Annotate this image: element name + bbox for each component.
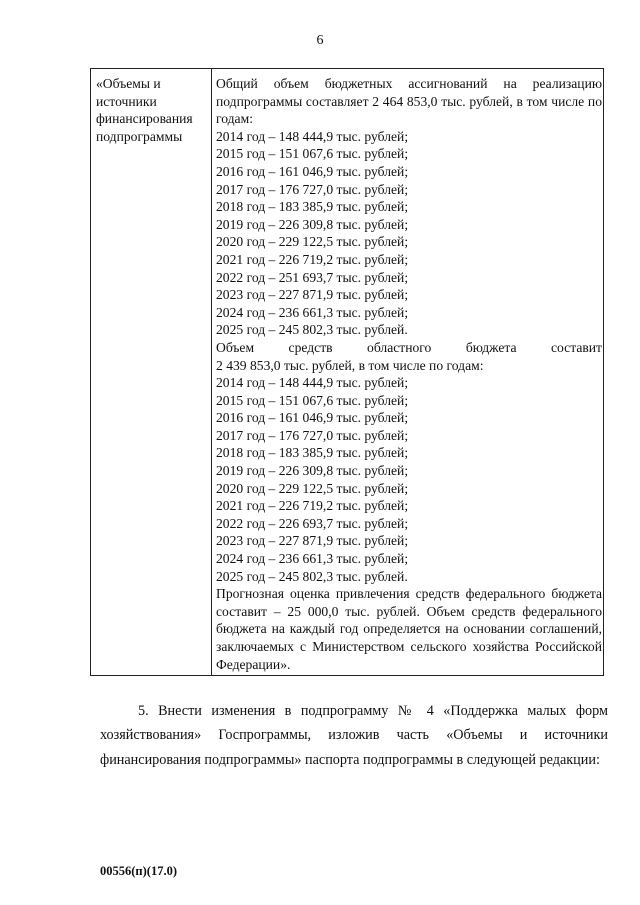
regional-intro-line2: 2 439 853,0 тыс. рублей, в том числе по годам: bbox=[216, 357, 484, 373]
column-divider bbox=[211, 69, 212, 675]
regional-by-year-list bbox=[216, 374, 602, 585]
year-row: 2020 год – 229 122,5 тыс. рублей; bbox=[216, 234, 409, 250]
total-by-year-list bbox=[216, 128, 602, 339]
year-row: 2015 год – 151 067,6 тыс. рублей; bbox=[216, 146, 409, 162]
amendment-paragraph: 5. Внести изменения в подпрограмму № 4 «Поддержка малых форм хозяйствования» Госпрограммы, изложив часть «Объемы и источники финансирования подпрограммы» паспорта подпрограммы в следующей редакции: bbox=[100, 703, 608, 768]
year-row: 2024 год – 236 661,3 тыс. рублей; bbox=[216, 551, 409, 567]
total-intro: Общий объем бюджетных ассигнований на реализацию подпрограммы составляет 2 464 853,0 тыс. рублей, в том числе по годам: bbox=[216, 76, 602, 127]
year-row: 2014 год – 148 444,9 тыс. рублей; bbox=[216, 375, 409, 391]
year-row: 2025 год – 245 802,3 тыс. рублей. bbox=[216, 322, 408, 338]
year-row: 2022 год – 251 693,7 тыс. рублей; bbox=[216, 269, 409, 285]
financing-table bbox=[90, 68, 604, 676]
page-number: 6 bbox=[316, 33, 324, 48]
year-row: 2016 год – 161 046,9 тыс. рублей; bbox=[216, 410, 409, 426]
federal-note: Прогнозная оценка привлечения средств федерального бюджета составит – 25 000,0 тыс. рублей. Объем средств федерального бюджета на каждый год определяется на основании соглашений, заключаемых с Министерством сельского хозяйства Российской Федерации». bbox=[216, 586, 602, 672]
year-row: 2014 год – 148 444,9 тыс. рублей; bbox=[216, 128, 409, 144]
year-row: 2020 год – 229 122,5 тыс. рублей; bbox=[216, 480, 409, 496]
year-row: 2017 год – 176 727,0 тыс. рублей; bbox=[216, 181, 409, 197]
year-row: 2019 год – 226 309,8 тыс. рублей; bbox=[216, 216, 409, 232]
year-row: 2019 год – 226 309,8 тыс. рублей; bbox=[216, 463, 409, 479]
table-right-cell bbox=[216, 75, 602, 673]
year-row: 2021 год – 226 719,2 тыс. рублей; bbox=[216, 498, 409, 514]
regional-intro-line1: Объем средств областного бюджета составит bbox=[216, 339, 602, 355]
year-row: 2023 год – 227 871,9 тыс. рублей; bbox=[216, 287, 409, 303]
year-row: 2025 год – 245 802,3 тыс. рублей. bbox=[216, 568, 408, 584]
table-left-label: «Объемы и источники финансирования подпрограммы bbox=[96, 76, 193, 144]
year-row: 2022 год – 226 693,7 тыс. рублей; bbox=[216, 515, 409, 531]
year-row: 2017 год – 176 727,0 тыс. рублей; bbox=[216, 427, 409, 443]
year-row: 2015 год – 151 067,6 тыс. рублей; bbox=[216, 392, 409, 408]
year-row: 2016 год – 161 046,9 тыс. рублей; bbox=[216, 163, 409, 179]
year-row: 2023 год – 227 871,9 тыс. рублей; bbox=[216, 533, 409, 549]
year-row: 2018 год – 183 385,9 тыс. рублей; bbox=[216, 445, 409, 461]
year-row: 2024 год – 236 661,3 тыс. рублей; bbox=[216, 304, 409, 320]
year-row: 2018 год – 183 385,9 тыс. рублей; bbox=[216, 199, 409, 215]
amendment-paragraph-block bbox=[100, 699, 608, 772]
footer-code: 00556(п)(17.0) bbox=[100, 864, 177, 878]
year-row: 2021 год – 226 719,2 тыс. рублей; bbox=[216, 251, 409, 267]
